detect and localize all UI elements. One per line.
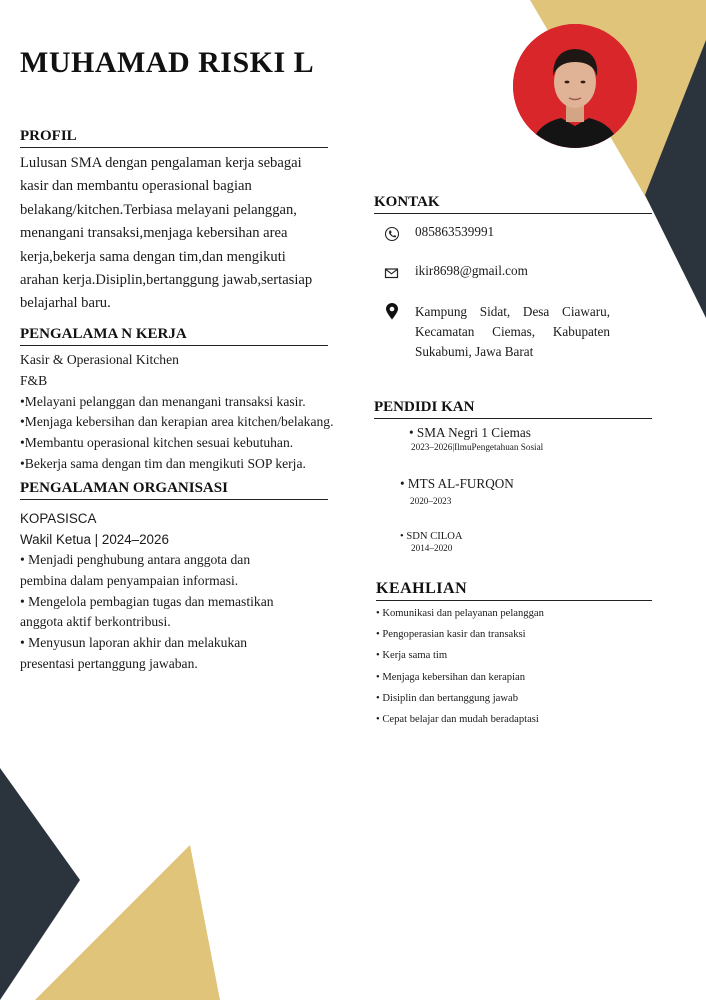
skill-item: • Cepat belajar dan mudah beradaptasi <box>376 713 539 725</box>
phone-icon <box>384 224 400 242</box>
work-sector: F&B <box>20 372 48 388</box>
school-name: • SDN CILOA <box>400 531 463 542</box>
profil-line: belakang/kitchen.Terbiasa melayani pelanggan, <box>20 201 297 218</box>
skill-item: • Pengoperasian kasir dan transaksi <box>376 629 526 641</box>
skill-item: • Disiplin dan bertanggung jawab <box>376 692 518 704</box>
profil-heading: PROFIL <box>20 128 328 148</box>
organization-line: • Mengelola pembagian tugas dan memastikan <box>20 593 274 609</box>
profil-line: kasir dan membantu operasional bagian <box>20 178 252 195</box>
profil-text <box>20 152 340 316</box>
candidate-name: MUHAMAD RISKI L <box>20 46 315 79</box>
address-text: Kampung Sidat, Desa Ciawaru, Kecamatan Ciemas, Kabupaten Sukabumi, Jawa Barat <box>415 304 610 359</box>
organization-heading: PENGALAMAN ORGANISASI <box>20 480 328 500</box>
profile-photo <box>513 24 637 148</box>
skill-item: • Komunikasi dan pelayanan pelanggan <box>376 608 544 619</box>
organization-name: KOPASISCA <box>20 511 97 526</box>
organization-position: Wakil Ketua | 2024–2026 <box>20 532 169 547</box>
organization-line: • Menjadi penghubung antara anggota dan <box>20 552 251 567</box>
education-item <box>409 425 543 452</box>
organization-line: anggota aktif berkontribusi. <box>20 614 171 630</box>
organization-line: • Menyusun laporan akhir dan melakukan <box>20 635 248 651</box>
work-duty: •Bekerja sama dengan tim dan mengikuti SOP kerja. <box>20 455 306 471</box>
profil-line: kerja,bekerja sama dengan tim,dan mengikuti <box>20 248 286 265</box>
work-duty: •Melayani pelanggan dan menangani transaksi kasir. <box>20 393 306 409</box>
work-experience <box>20 350 380 475</box>
profil-line: arahan kerja.Disiplin,bertanggung jawab,sertasiap <box>20 272 313 289</box>
profil-line: belajarhal baru. <box>20 295 111 312</box>
education-item <box>400 476 514 506</box>
contact-heading: KONTAK <box>374 194 652 214</box>
organization-line: presentasi pertanggung jawaban. <box>20 655 198 671</box>
organization-line: pembina dalam penyampaian informasi. <box>20 572 239 588</box>
school-name: • SMA Negri 1 Ciemas <box>409 425 531 440</box>
school-name: • MTS AL-FURQON <box>400 476 514 491</box>
phone-number[interactable]: 085863539991 <box>415 224 495 239</box>
bottom-left-navy-shape <box>0 768 80 1000</box>
education-heading: PENDIDI KAN <box>374 399 652 419</box>
school-period: 2020–2023 <box>410 496 452 506</box>
school-period: 2014–2020 <box>411 543 453 553</box>
skill-item: • Kerja sama tim <box>376 650 448 662</box>
profil-line: menangani transaksi,menjaga kebersihan area <box>20 225 288 242</box>
skills-heading: KEAHLIAN <box>376 580 652 601</box>
work-duty: •Membantu operasional kitchen sesuai kebutuhan. <box>20 435 294 451</box>
work-role: Kasir & Operasional Kitchen <box>20 352 179 367</box>
organization-experience <box>20 508 340 675</box>
skill-item: • Menjaga kebersihan dan kerapian <box>376 671 526 683</box>
education-item <box>400 531 463 553</box>
work-duty: •Menjaga kebersihan dan kerapian area kitchen/belakang. <box>20 414 334 430</box>
work-experience-heading: PENGALAMA N KERJA <box>20 326 328 346</box>
location-pin-icon <box>384 302 400 320</box>
profil-line: Lulusan SMA dengan pengalaman kerja sebagai <box>20 155 302 171</box>
school-period: 2023–2026|IlmuPengetahuan Sosial <box>411 442 544 452</box>
email-address[interactable]: ikir8698@gmail.com <box>415 263 528 278</box>
skills-list <box>376 608 544 735</box>
mail-icon <box>384 263 400 281</box>
